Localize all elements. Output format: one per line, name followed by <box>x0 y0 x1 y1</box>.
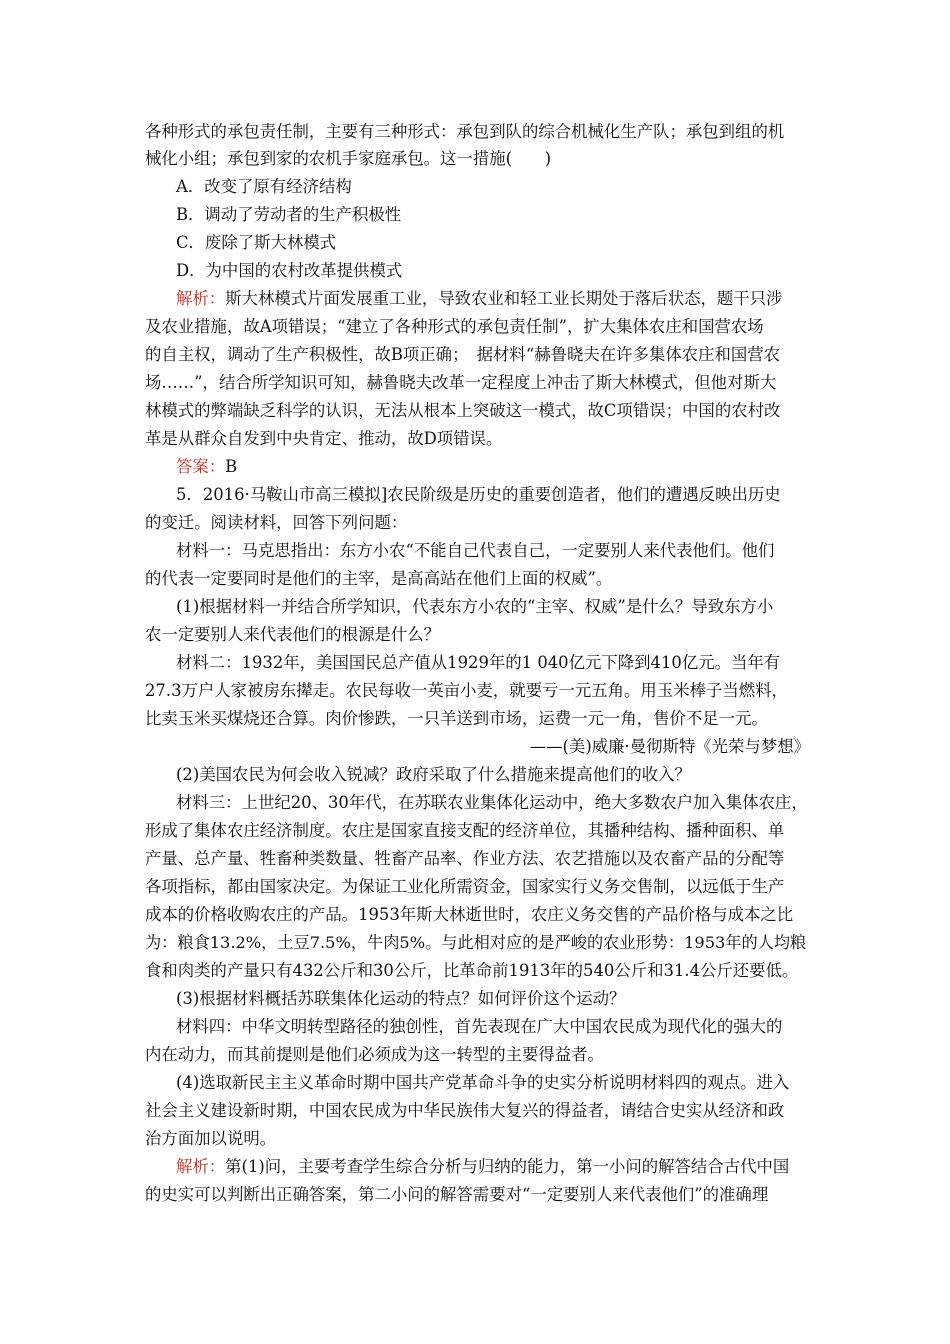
text-line <box>145 707 810 731</box>
line-text: 革是从群众自发到中央肯定、推动，故D项错误。 <box>145 429 503 448</box>
text-line <box>176 483 810 507</box>
line-text: 内在动力，而其前提则是他们必须成为这一转型的主要得益者。 <box>145 1045 604 1064</box>
line-text: B．调动了劳动者的生产积极性 <box>176 205 402 224</box>
line-text: 社会主义建设新时期，中国农民成为中华民族伟大复兴的得益者，请结合史实从经济和政 <box>145 1101 785 1120</box>
line-text: 5．2016·马鞍山市高三模拟]农民阶级是历史的重要创造者，他们的遭遇反映出历史 <box>176 485 781 504</box>
line-text: 各种形式的承包责任制，主要有三种形式：承包到队的综合机械化生产队；承包到组的机 <box>145 122 785 141</box>
line-text: C．废除了斯大林模式 <box>176 233 337 252</box>
line-text: 械化小组；承包到家的农机手家庭承包。这一措施( ) <box>145 149 552 168</box>
text-line <box>176 651 810 675</box>
text-line <box>176 1071 810 1095</box>
line-text: 比卖玉米买煤烧还合算。肉价惨跌，一只羊送到市场，运费一元一角，售价不足一元。 <box>145 709 768 728</box>
line-text: (4)选取新民主主义革命时期中国共产党革命斗争的史实分析说明材料四的观点。进入 <box>176 1073 790 1092</box>
text-line <box>176 455 810 479</box>
line-text: (3)根据材料概括苏联集体化运动的特点？如何评价这个运动？ <box>176 989 626 1008</box>
text-line <box>145 679 810 703</box>
text-line <box>176 287 810 311</box>
text-line <box>145 343 810 367</box>
text-line <box>145 931 810 955</box>
text-line <box>145 1043 810 1067</box>
line-text: 的自主权，调动了生产积极性，故B项正确； 据材料“赫鲁晓夫在许多集体农庄和国营农 <box>145 345 781 364</box>
text-line <box>176 1015 810 1039</box>
line-text: 形成了集体农庄经济制度。农庄是国家直接支配的经济单位，其播种结构、播种面积、单 <box>145 821 785 840</box>
line-text: 的变迁。阅读材料，回答下列问题： <box>145 513 408 532</box>
line-text: 的代表一定要同时是他们的主宰，是高高站在他们上面的权威”。 <box>145 569 613 588</box>
line-text: 食和肉类的产量只有432公斤和30公斤，比革命前1913年的540公斤和31.4公斤还要低。 <box>145 961 799 980</box>
line-text: 各项指标，都由国家决定。为保证工业化所需资金，国家实行义务交售制，以远低于生产 <box>145 877 785 896</box>
line-text: 林模式的弊端缺乏科学的认识，无法从根本上突破这一模式，故C项错误；中国的农村改 <box>145 401 781 420</box>
text-line <box>145 819 810 843</box>
text-line <box>176 259 810 283</box>
text-line <box>176 763 810 787</box>
line-text: (2)美国农民为何会收入锐减？政府采取了什么措施来提高他们的收入？ <box>176 765 691 784</box>
line-text: 治方面加以说明。 <box>145 1129 277 1148</box>
line-text: 及农业措施，故A项错误；“建立了各种形式的承包责任制”，扩大集体农庄和国营农场 <box>145 317 764 336</box>
line-text: D．为中国的农村改革提供模式 <box>176 261 403 280</box>
text-line <box>145 1183 810 1207</box>
line-text: 第(1)问，主要考查学生综合分析与归纳的能力，第一小问的解答结合古代中国 <box>225 1157 790 1176</box>
text-line <box>145 120 810 144</box>
text-line <box>176 595 810 619</box>
text-line <box>145 847 810 871</box>
text-line <box>176 539 810 563</box>
line-text: 斯大林模式片面发展重工业，导致农业和轻工业长期处于落后状态，题干只涉 <box>225 289 783 308</box>
text-line <box>145 371 810 395</box>
line-text: 材料四：中华文明转型路径的独创性，首先表现在广大中国农民成为现代化的强大的 <box>176 1017 783 1036</box>
text-line <box>176 987 810 1011</box>
text-line <box>145 903 810 927</box>
line-text: (1)根据材料一并结合所学知识，代表东方小农的“主宰、权威”是什么？导致东方小 <box>176 597 774 616</box>
text-line <box>145 623 810 647</box>
text-line <box>145 567 810 591</box>
line-text: 27.3万户人家被房东撵走。农民每收一英亩小麦，就要亏一元五角。用玉米棒子当燃料， <box>145 681 788 700</box>
line-text: 为：粮食13.2%，土豆7.5%，牛肉5%。与此相对应的是严峻的农业形势：1953年的人均粮 <box>145 933 807 952</box>
text-line <box>176 231 810 255</box>
text-line <box>176 1155 810 1179</box>
answer-label: 答案： <box>176 457 226 476</box>
text-line <box>145 1099 810 1123</box>
text-line <box>145 511 810 535</box>
line-text: 成本的价格收购农庄的产品。1953年斯大林逝世时，农庄义务交售的产品价格与成本之比 <box>145 905 794 924</box>
text-line <box>145 1127 810 1151</box>
text-line <box>145 427 810 451</box>
line-text: ——(美)威廉·曼彻斯特《光荣与梦想》 <box>529 737 810 756</box>
line-text: 的史实可以判断出正确答案，第二小问的解答需要对“一定要别人来代表他们”的准确理 <box>145 1185 769 1204</box>
text-line <box>176 175 810 199</box>
text-line <box>145 399 810 423</box>
line-text: 材料三：上世纪20、30年代，在苏联农业集体化运动中，绝大多数农户加入集体农庄， <box>176 793 808 812</box>
line-text: 材料一：马克思指出：东方小农“不能自己代表自己，一定要别人来代表他们。他们 <box>176 541 775 560</box>
line-text: B <box>225 457 238 476</box>
text-line <box>145 315 810 339</box>
analysis-label: 解析： <box>176 1157 226 1176</box>
line-text: 材料二：1932年，美国国民总产值从1929年的1 040亿元下降到410亿元。当年有 <box>176 653 781 672</box>
citation-line <box>145 735 810 759</box>
line-text: 农一定要别人来代表他们的根源是什么？ <box>145 625 441 644</box>
text-line <box>176 791 810 815</box>
line-text: 产量、总产量、牲畜种类数量、牲畜产品率、作业方法、农艺措施以及农畜产品的分配等 <box>145 849 785 868</box>
text-line <box>176 203 810 227</box>
text-line <box>145 147 810 171</box>
line-text: A．改变了原有经济结构 <box>176 177 352 196</box>
text-line <box>145 959 810 983</box>
analysis-label: 解析： <box>176 289 226 308</box>
line-text: 场……”，结合所学知识可知，赫鲁晓夫改革一定程度上冲击了斯大林模式，但他对斯大 <box>145 373 777 392</box>
text-line <box>145 875 810 899</box>
